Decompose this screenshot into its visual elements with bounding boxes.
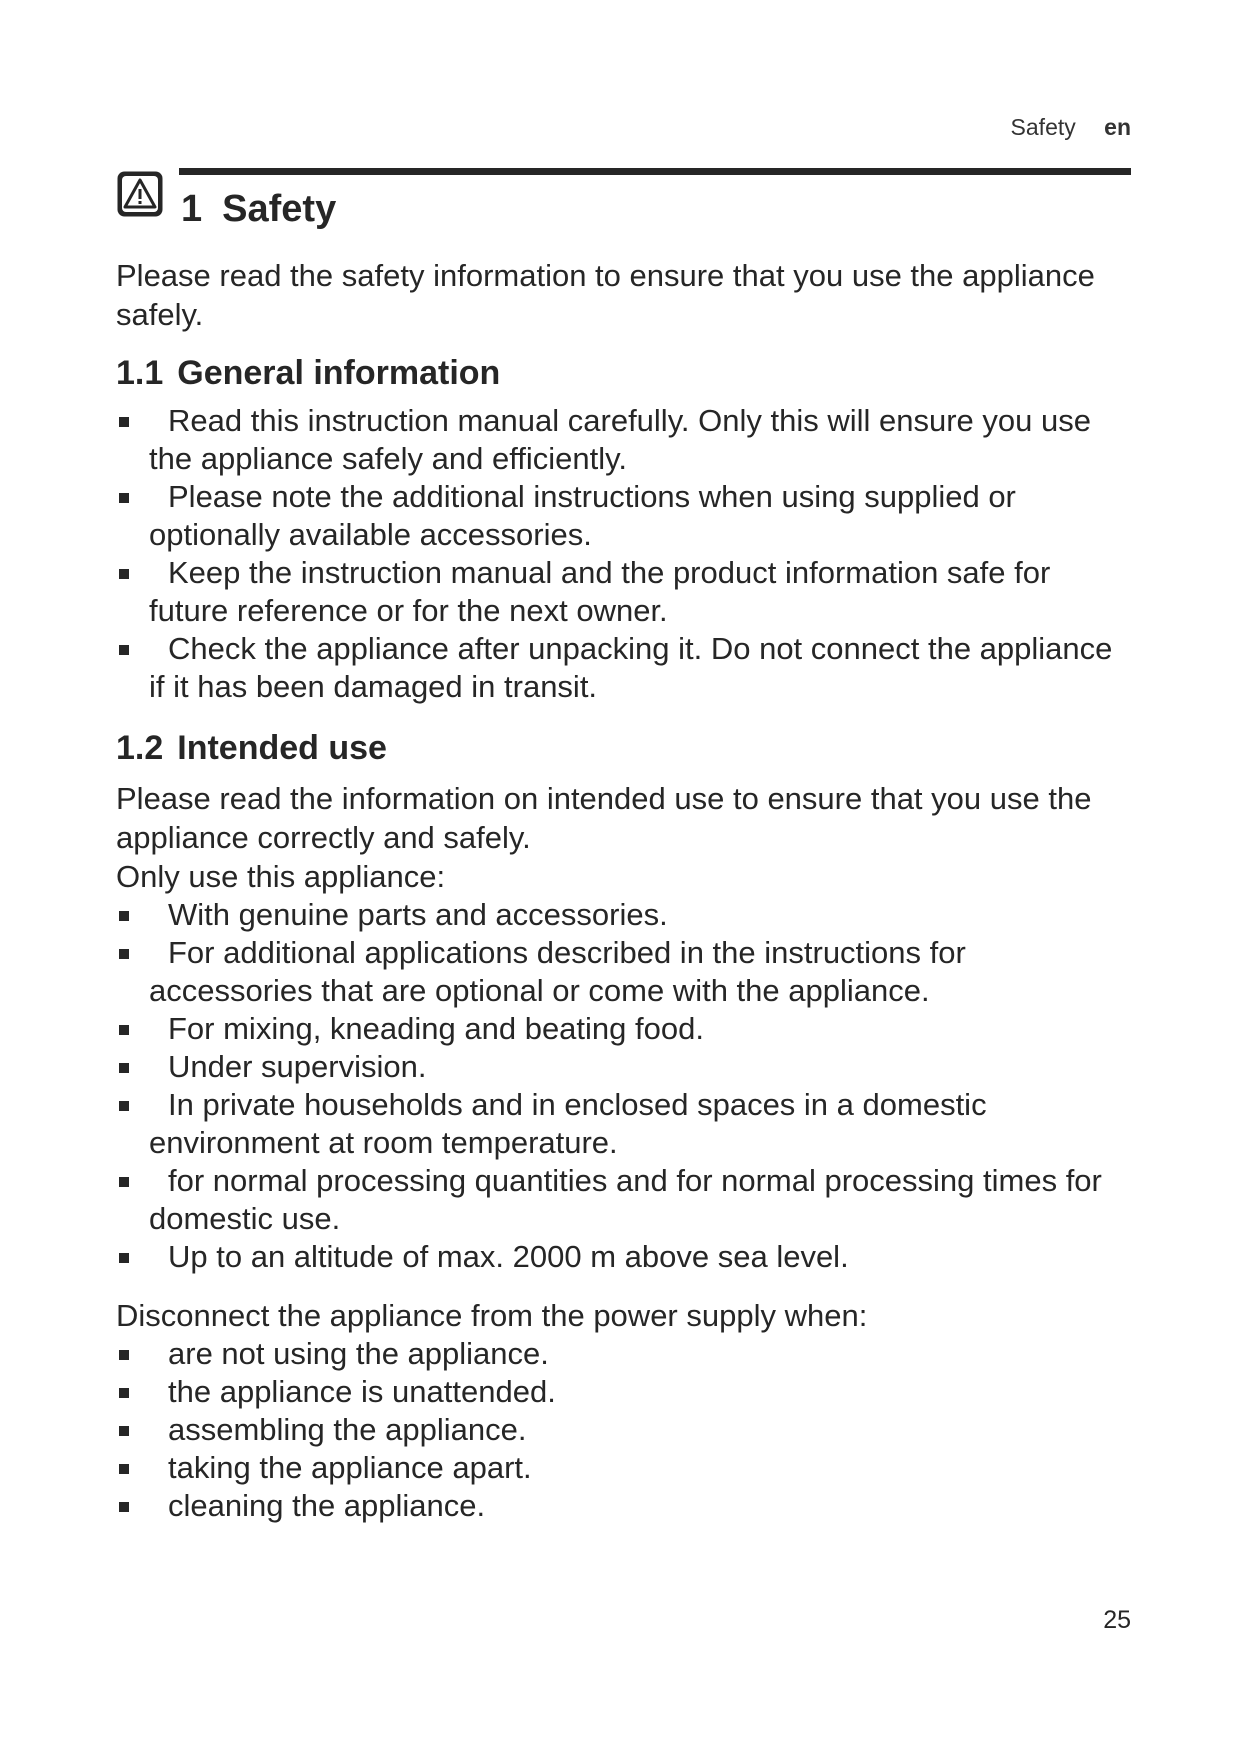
warning-icon <box>116 170 164 218</box>
list-item: the appliance is unattended. <box>116 1373 1136 1411</box>
header-language: en <box>1104 114 1131 140</box>
intended-use-list <box>116 896 1136 1276</box>
list-item: For mixing, kneading and beating food. <box>116 1010 1136 1048</box>
safety-intro: Please read the safety information to ensure that you use the appliance safely. <box>116 258 1095 332</box>
section-intended-heading <box>116 726 1136 770</box>
section-number: 1.2 <box>116 729 164 767</box>
page-content <box>116 256 1136 1525</box>
page-number: 25 <box>1103 1606 1131 1634</box>
list-item: assembling the appliance. <box>116 1411 1136 1449</box>
chapter-title-text: Safety <box>222 188 337 230</box>
list-item: Read this instruction manual carefully. Only this will ensure you use the appliance safely and efficiently. <box>116 402 1136 478</box>
list-item: taking the appliance apart. <box>116 1449 1136 1487</box>
running-header <box>1011 114 1131 141</box>
only-use-label: Only use this appliance: <box>116 859 446 894</box>
list-item: In private households and in enclosed spaces in a domestic environment at room temperature. <box>116 1086 1136 1162</box>
section-title: Intended use <box>177 729 387 767</box>
section-number: 1.1 <box>116 354 164 392</box>
chapter-rule <box>179 168 1131 175</box>
list-item: Check the appliance after unpacking it. Do not connect the appliance if it has been damaged in transit. <box>116 630 1136 706</box>
list-item: Please note the additional instructions when using supplied or optionally available accessories. <box>116 478 1136 554</box>
list-item: For additional applications described in the instructions for accessories that are optional or come with the appliance. <box>116 934 1136 1010</box>
chapter-number: 1 <box>181 188 203 230</box>
list-item: Keep the instruction manual and the product information safe for future reference or for the next owner. <box>116 554 1136 630</box>
disconnect-list <box>116 1335 1136 1525</box>
section-general-heading <box>116 351 1136 395</box>
intended-use-intro: Please read the information on intended use to ensure that you use the appliance correctly and safely. <box>116 781 1092 855</box>
list-item: Up to an altitude of max. 2000 m above sea level. <box>116 1238 1136 1276</box>
list-item: Under supervision. <box>116 1048 1136 1086</box>
disconnect-label: Disconnect the appliance from the power supply when: <box>116 1298 868 1333</box>
list-item: are not using the appliance. <box>116 1335 1136 1373</box>
general-info-list <box>116 402 1136 706</box>
list-item: cleaning the appliance. <box>116 1487 1136 1525</box>
list-item: With genuine parts and accessories. <box>116 896 1136 934</box>
list-item: for normal processing quantities and for normal processing times for domestic use. <box>116 1162 1136 1238</box>
section-title: General information <box>177 354 501 392</box>
header-section: Safety <box>1010 114 1076 140</box>
chapter-title <box>181 184 336 234</box>
